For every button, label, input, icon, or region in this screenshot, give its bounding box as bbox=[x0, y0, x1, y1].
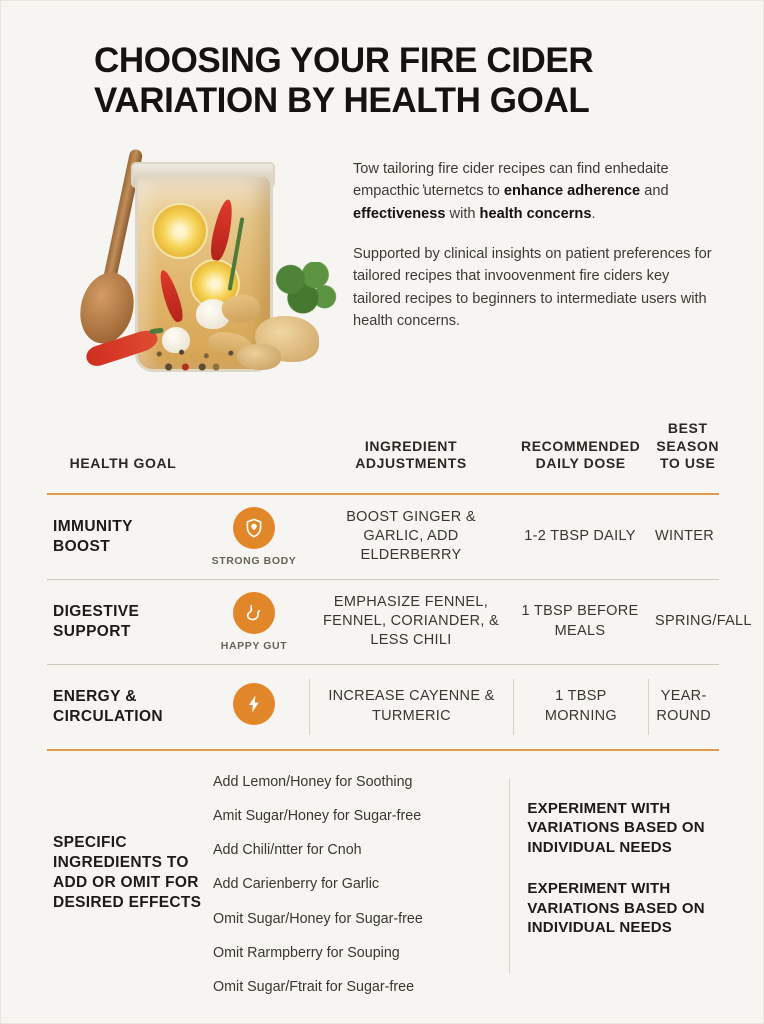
row-health-goal: DIGESTIVE SUPPORT bbox=[53, 603, 140, 640]
column-header-recommended-daily-dose: RECOMMENDED DAILY DOSE bbox=[521, 437, 641, 472]
column-header-ingredient-adjustments: INGREDIENT ADJUSTMENTS bbox=[355, 437, 467, 472]
specific-ingredients-label: SPECIFIC INGREDIENTS TO ADD OR OMIT FOR DESIRED EFFECTS bbox=[53, 833, 202, 912]
table-row bbox=[47, 665, 719, 749]
column-header-icon-spacer bbox=[199, 465, 309, 481]
specific-ingredients-list bbox=[205, 773, 509, 1013]
experiment-notes bbox=[509, 773, 719, 960]
list-item: Omit Rarmpberry for Souping bbox=[213, 945, 400, 962]
row-daily-dose: 1-2 TBSP DAILY bbox=[524, 528, 636, 545]
intro-bold-1: enhance adherence bbox=[503, 183, 641, 200]
table-bottom-rule bbox=[47, 749, 719, 751]
specific-ingredients-section bbox=[47, 751, 719, 1013]
column-header-best-season: BEST SEASON TO USE bbox=[656, 420, 720, 472]
ginger-root-icon bbox=[237, 344, 281, 370]
hero-section bbox=[47, 140, 719, 390]
row-best-season: YEAR-ROUND bbox=[656, 688, 712, 724]
chili-pepper-icon bbox=[156, 268, 186, 324]
row-icon-label: STRONG BODY bbox=[211, 554, 297, 567]
row-icon-cell bbox=[199, 584, 309, 660]
intro-paragraph-2: Supported by clinical insights on patient preferences for tailored recipes that invoovenment fire ciders key tailored recipes to beginners to intermediate users with health concerns. bbox=[353, 246, 712, 330]
table-row bbox=[47, 580, 752, 664]
row-icon-cell bbox=[199, 499, 309, 575]
variation-table bbox=[47, 412, 752, 1013]
spice-dots bbox=[163, 362, 219, 372]
list-item: Amit Sugar/Honey for Sugar-free bbox=[213, 807, 422, 824]
row-icon-label: HAPPY GUT bbox=[220, 639, 288, 652]
column-header-health-goal: HEALTH GOAL bbox=[69, 455, 177, 472]
intro-text-4: . bbox=[591, 205, 596, 222]
intro-text-3: with bbox=[445, 205, 480, 222]
row-health-goal: IMMUNITY BOOST bbox=[53, 518, 133, 555]
intro-copy bbox=[347, 140, 719, 350]
row-icon-cell bbox=[199, 675, 309, 739]
list-item: Omit Sugar/Ftrait for Sugar-free bbox=[213, 979, 415, 996]
lightning-bolt-icon bbox=[233, 683, 275, 725]
list-item: Add Carienberry for Garlic bbox=[213, 876, 380, 893]
intro-bold-3: health concerns bbox=[479, 205, 592, 222]
list-item: Add Lemon/Honey for Soothing bbox=[213, 773, 413, 790]
table-row bbox=[47, 495, 719, 579]
row-best-season: WINTER bbox=[655, 528, 714, 545]
chili-pepper-icon bbox=[208, 198, 237, 262]
list-item: Add Chili/ntter for Cnoh bbox=[213, 842, 362, 859]
stomach-icon bbox=[233, 592, 275, 634]
parsley-leaf-icon bbox=[275, 262, 337, 320]
table-top-rule bbox=[47, 493, 719, 495]
table-header-row bbox=[47, 412, 719, 493]
intro-bold-2: effectiveness bbox=[353, 205, 446, 222]
row-ingredient-adjustments: EMPHASIZE FENNEL, FENNEL, CORIANDER, & LESS CHILI bbox=[323, 593, 499, 649]
row-health-goal: ENERGY & CIRCULATION bbox=[53, 688, 164, 725]
shield-icon bbox=[233, 507, 275, 549]
fire-cider-jar-illustration bbox=[47, 140, 347, 390]
row-ingredient-adjustments: BOOST GINGER & GARLIC, ADD ELDERBERRY bbox=[346, 508, 476, 564]
intro-text-2: and bbox=[640, 183, 669, 200]
row-daily-dose: 1 TBSP BEFORE MEALS bbox=[521, 603, 639, 639]
row-daily-dose: 1 TBSP MORNING bbox=[544, 688, 617, 724]
intro-paragraph-1 bbox=[353, 158, 715, 225]
page-title: CHOOSING YOUR FIRE CIDER VARIATION BY HEALTH GOAL bbox=[94, 41, 594, 120]
experiment-note: EXPERIMENT WITH VARIATIONS BASED ON INDIVIDUAL NEEDS bbox=[527, 799, 705, 856]
lemon-slice-icon bbox=[152, 203, 208, 259]
intro-text-1: Tow tailoring fire cider recipes can find enhedaite empacthic ̓uternetcs to bbox=[353, 161, 669, 200]
list-item: Omit Sugar/Honey for Sugar-free bbox=[213, 910, 423, 927]
experiment-note: EXPERIMENT WITH VARIATIONS BASED ON INDIVIDUAL NEEDS bbox=[527, 880, 705, 937]
row-best-season: SPRING/FALL bbox=[655, 613, 752, 630]
row-ingredient-adjustments: INCREASE CAYENNE & TURMERIC bbox=[328, 688, 495, 724]
